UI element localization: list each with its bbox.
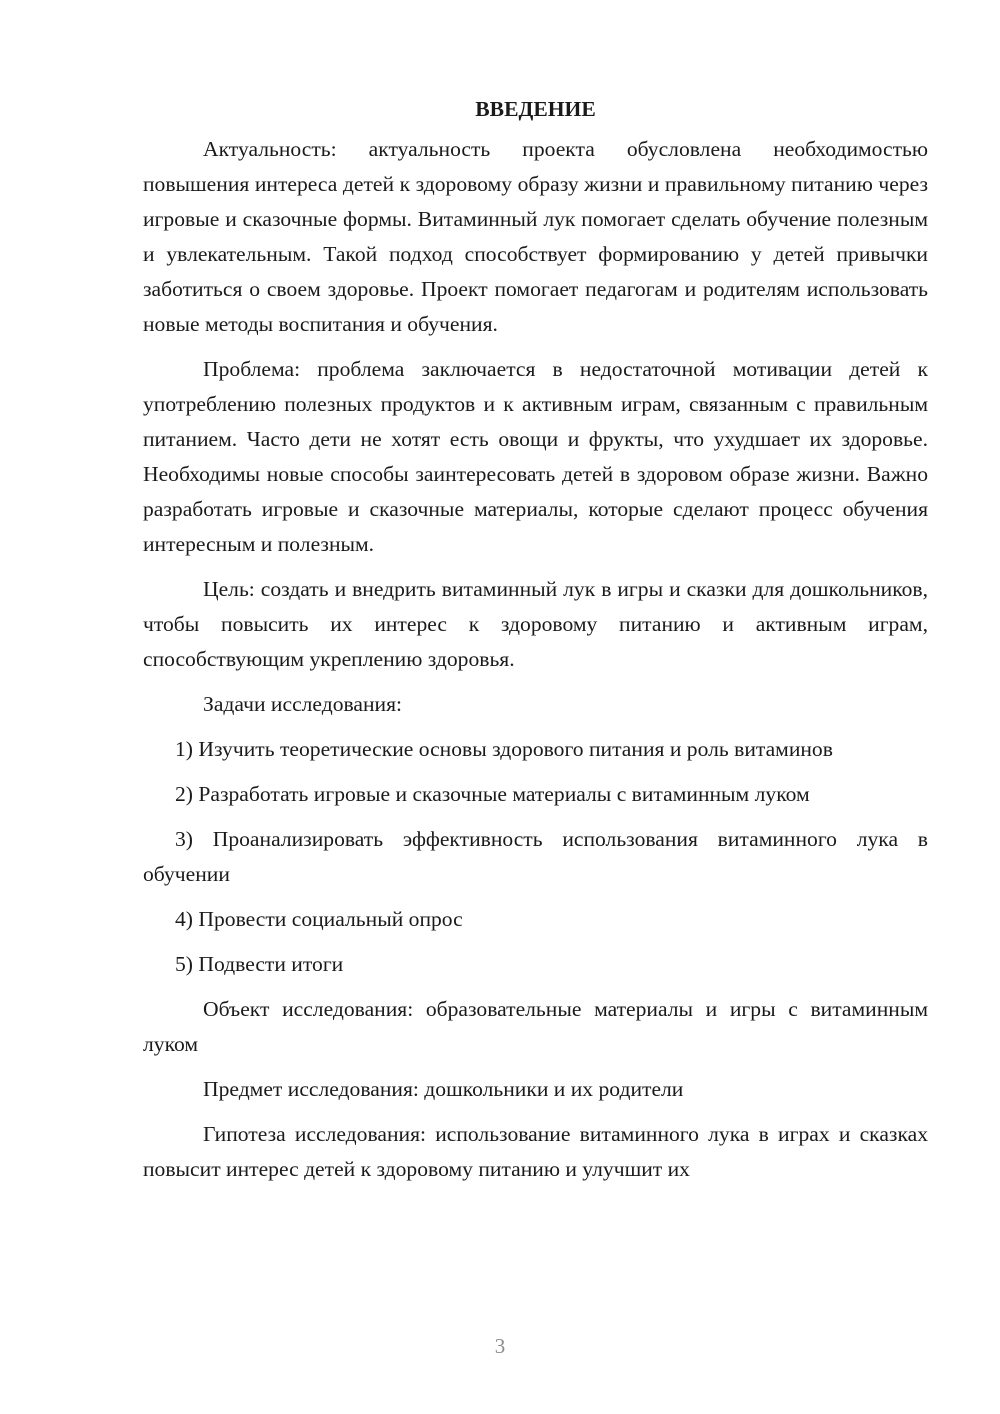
problem-paragraph: Проблема: проблема заключается в недостаточной мотивации детей к употреблению полезных продуктов и к активным играм, связанным с правильным питанием. Часто дети не хотят есть овощи и фрукты, что ухудшает их здоровье. Необходимы новые способы заинтересовать детей в здоровом образе жизни. Важно разработать игровые и сказочные материалы, которые сделают процесс обучения интересным и полезным.	[143, 357, 928, 556]
page-number: 3	[494, 1334, 506, 1358]
section-heading: ВВЕДЕНИЕ	[475, 97, 596, 121]
goal-paragraph: Цель: создать и внедрить витаминный лук в игры и сказки для дошкольников, чтобы повысить их интерес к здоровому питанию и активным играм, способствующим укреплению здоровья.	[143, 577, 928, 671]
task-item-4: 4) Провести социальный опрос	[175, 907, 463, 931]
subject-paragraph: Предмет исследования: дошкольники и их родители	[203, 1077, 684, 1101]
object-paragraph: Объект исследования: образовательные материалы и игры с витаминным луком	[143, 997, 928, 1056]
tasks-title: Задачи исследования:	[203, 692, 403, 716]
task-item-5: 5) Подвести итоги	[175, 952, 344, 976]
task-item-3: 3) Проанализировать эффективность использования витаминного лука в обучении	[143, 827, 928, 886]
relevance-paragraph: Актуальность: актуальность проекта обусловлена необходимостью повышения интереса детей к здоровому образу жизни и правильному питанию через игровые и сказочные формы. Витаминный лук помогает сделать обучение полезным и увлекательным. Такой подход способствует формированию у детей привычки заботиться о своем здоровье. Проект помогает педагогам и родителям использовать новые методы воспитания и обучения.	[143, 137, 928, 336]
task-item-1: 1) Изучить теоретические основы здорового питания и роль витаминов	[175, 737, 833, 761]
document-page	[143, 92, 928, 1197]
task-item-2: 2) Разработать игровые и сказочные материалы с витаминным луком	[175, 782, 810, 806]
hypothesis-paragraph: Гипотеза исследования: использование витаминного лука в играх и сказках повысит интерес детей к здоровому питанию и улучшит их	[143, 1122, 928, 1181]
